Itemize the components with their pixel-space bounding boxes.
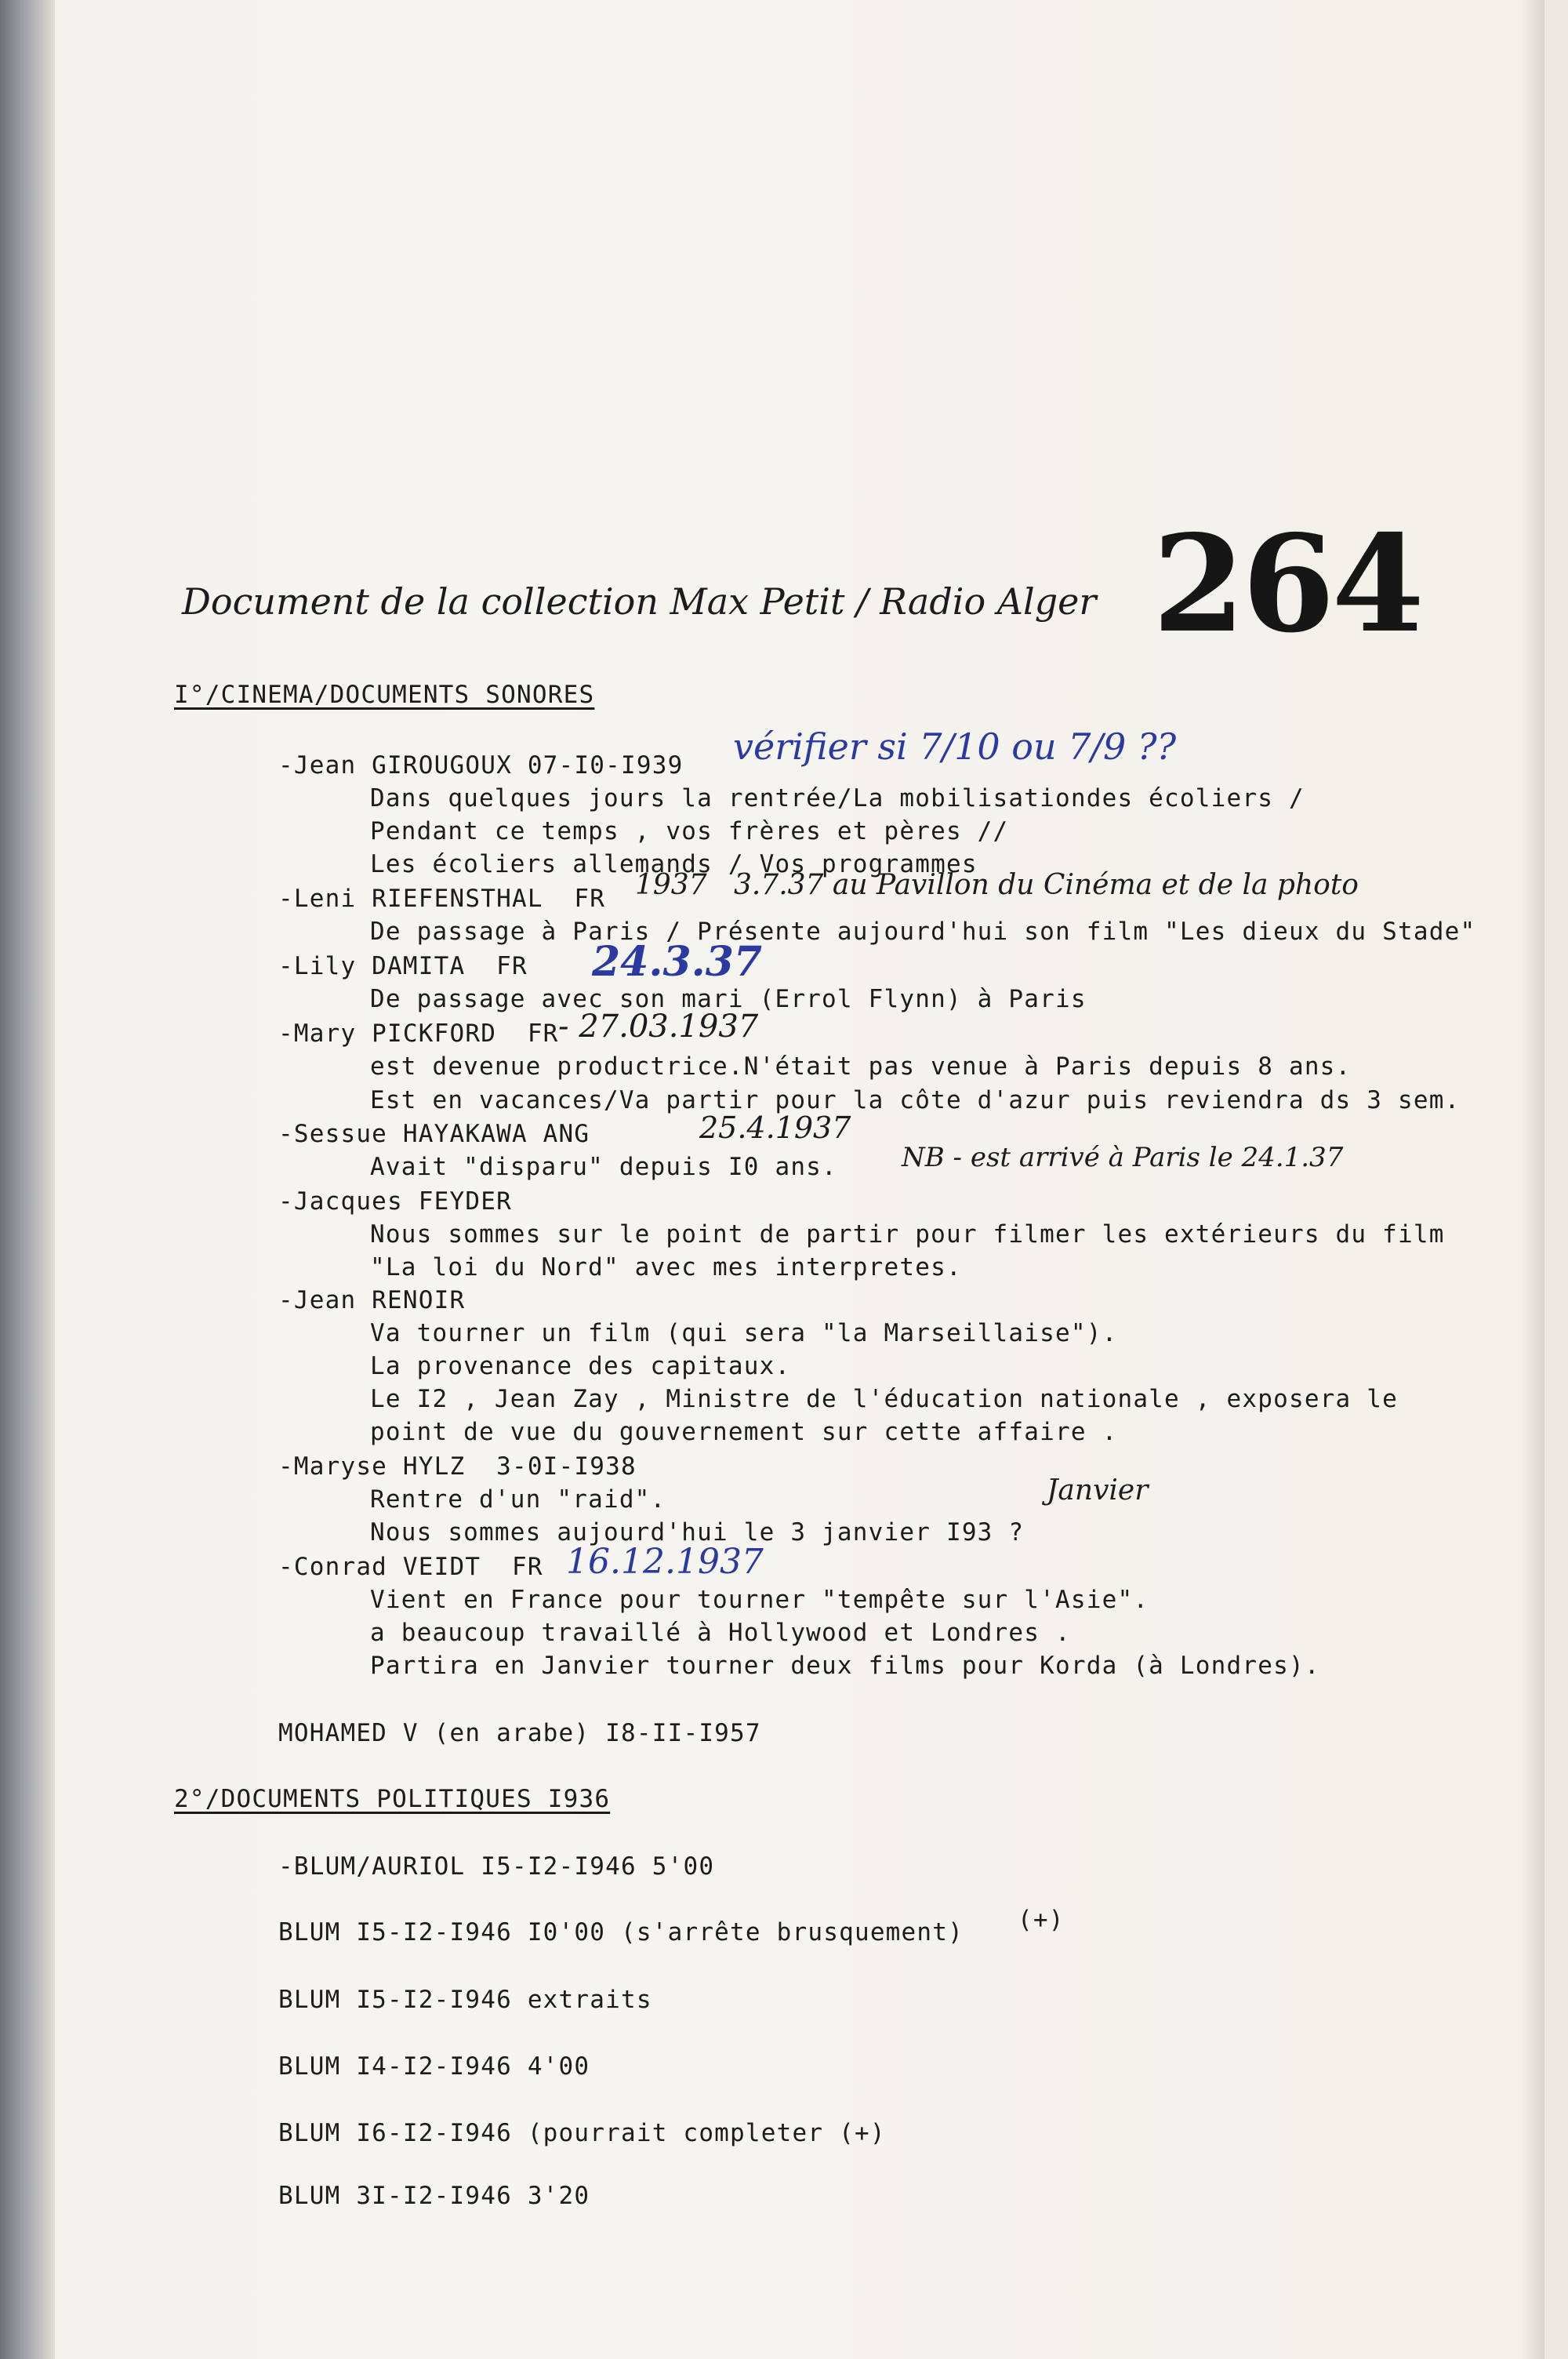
entry-line: "La loi du Nord" avec mes interpretes. [370,1253,962,1281]
entry-note2-hylz: Janvier [1047,1474,1149,1507]
section-title-politiques: 2°/DOCUMENTS POLITIQUES I936 [174,1785,611,1813]
book-binding [0,0,55,2359]
entry-name-hayakawa: -Sessue HAYAKAWA ANG [278,1120,590,1148]
blum-item: BLUM I5-I2-I946 I0'00 (s'arrête brusquement) [278,1918,964,1946]
entry-name-renoir: -Jean RENOIR [278,1286,466,1314]
entry-name-girougoux: -Jean GIROUGOUX 07-I0-I939 [278,751,684,780]
entry-name-veidt: -Conrad VEIDT FR [278,1553,543,1581]
entry-line: Pendant ce temps , vos frères et pères // [370,817,1009,845]
entry-name-pickford: -Mary PICKFORD FR [278,1020,559,1048]
mohamed-entry: MOHAMED V (en arabe) I8-II-I957 [278,1719,761,1747]
blum-item: -BLUM/AURIOL I5-I2-I946 5'00 [278,1852,715,1881]
entry-name-damita: -Lily DAMITA FR [278,952,528,980]
entry-line: Nous sommes sur le point de partir pour filmer les extérieurs du film [370,1220,1445,1249]
entry-note-damita: 24.3.37 [592,938,763,986]
entry-line: Les écoliers allemands / Vos programmes [370,850,978,878]
entry-line: Le I2 , Jean Zay , Ministre de l'éducation nationale , exposera le [370,1385,1398,1413]
section-title-cinema: I°/CINEMA/DOCUMENTS SONORES [174,681,595,709]
blum-item: BLUM I5-I2-I946 extraits [278,1986,652,2014]
entry-note-pickford: - 27.03.1937 [558,1009,759,1045]
entry-note-veidt: 16.12.1937 [566,1542,764,1582]
entry-line: Rentre d'un "raid". [370,1485,666,1514]
entry-name-feyder: -Jacques FEYDER [278,1187,512,1216]
entry-note2-hayakawa: NB - est arrivé à Paris le 24.1.37 [902,1142,1344,1173]
entry-name-hylz: -Maryse HYLZ 3-0I-I938 [278,1452,637,1481]
page-number: 264 [1152,506,1421,663]
entry-line: De passage avec son mari (Errol Flynn) à Paris [370,985,1087,1013]
entry-name-riefensthal: -Leni RIEFENSTHAL FR [278,885,606,913]
entry-line: Vient en France pour tourner "tempête sur l'Asie". [370,1586,1149,1614]
entry-line: Va tourner un film (qui sera "la Marseillaise"). [370,1319,1118,1347]
blum-item: BLUM I4-I2-I946 4'00 [278,2052,590,2081]
page-edge-shadow [1521,0,1544,2359]
blum-mark: (+) [1018,1906,1065,1934]
entry-line: Dans quelques jours la rentrée/La mobilisationdes écoliers / [370,784,1305,812]
entry-line: est devenue productrice.N'était pas venue à Paris depuis 8 ans. [370,1052,1352,1081]
entry-line: Nous sommes aujourd'hui le 3 janvier I93 ? [370,1518,1025,1547]
entry-line: Partira en Janvier tourner deux films pour Korda (à Londres). [370,1652,1320,1680]
entry-line: La provenance des capitaux. [370,1352,791,1380]
blum-item: BLUM 3I-I2-I946 3'20 [278,2182,590,2210]
entry-line: point de vue du gouvernement sur cette affaire . [370,1418,1118,1446]
entry-note-riefensthal: 1937 3.7.37 au Pavillon du Cinéma et de la photo [635,869,1359,901]
entry-note-hayakawa: 25.4.1937 [699,1110,851,1145]
entry-line: Est en vacances/Va partir pour la côte d'azur puis reviendra ds 3 sem. [370,1086,1461,1114]
blum-item: BLUM I6-I2-I946 (pourrait completer (+) [278,2119,886,2147]
handwritten-header: Document de la collection Max Petit / Radio Alger [182,580,1097,623]
entry-line: De passage à Paris / Présente aujourd'hui son film "Les dieux du Stade" [370,918,1476,946]
entry-note-girougoux: vérifier si 7/10 ou 7/9 ?? [733,725,1177,768]
entry-line: Avait "disparu" depuis I0 ans. [370,1153,837,1181]
entry-line: a beaucoup travaillé à Hollywood et Londres . [370,1619,1071,1647]
